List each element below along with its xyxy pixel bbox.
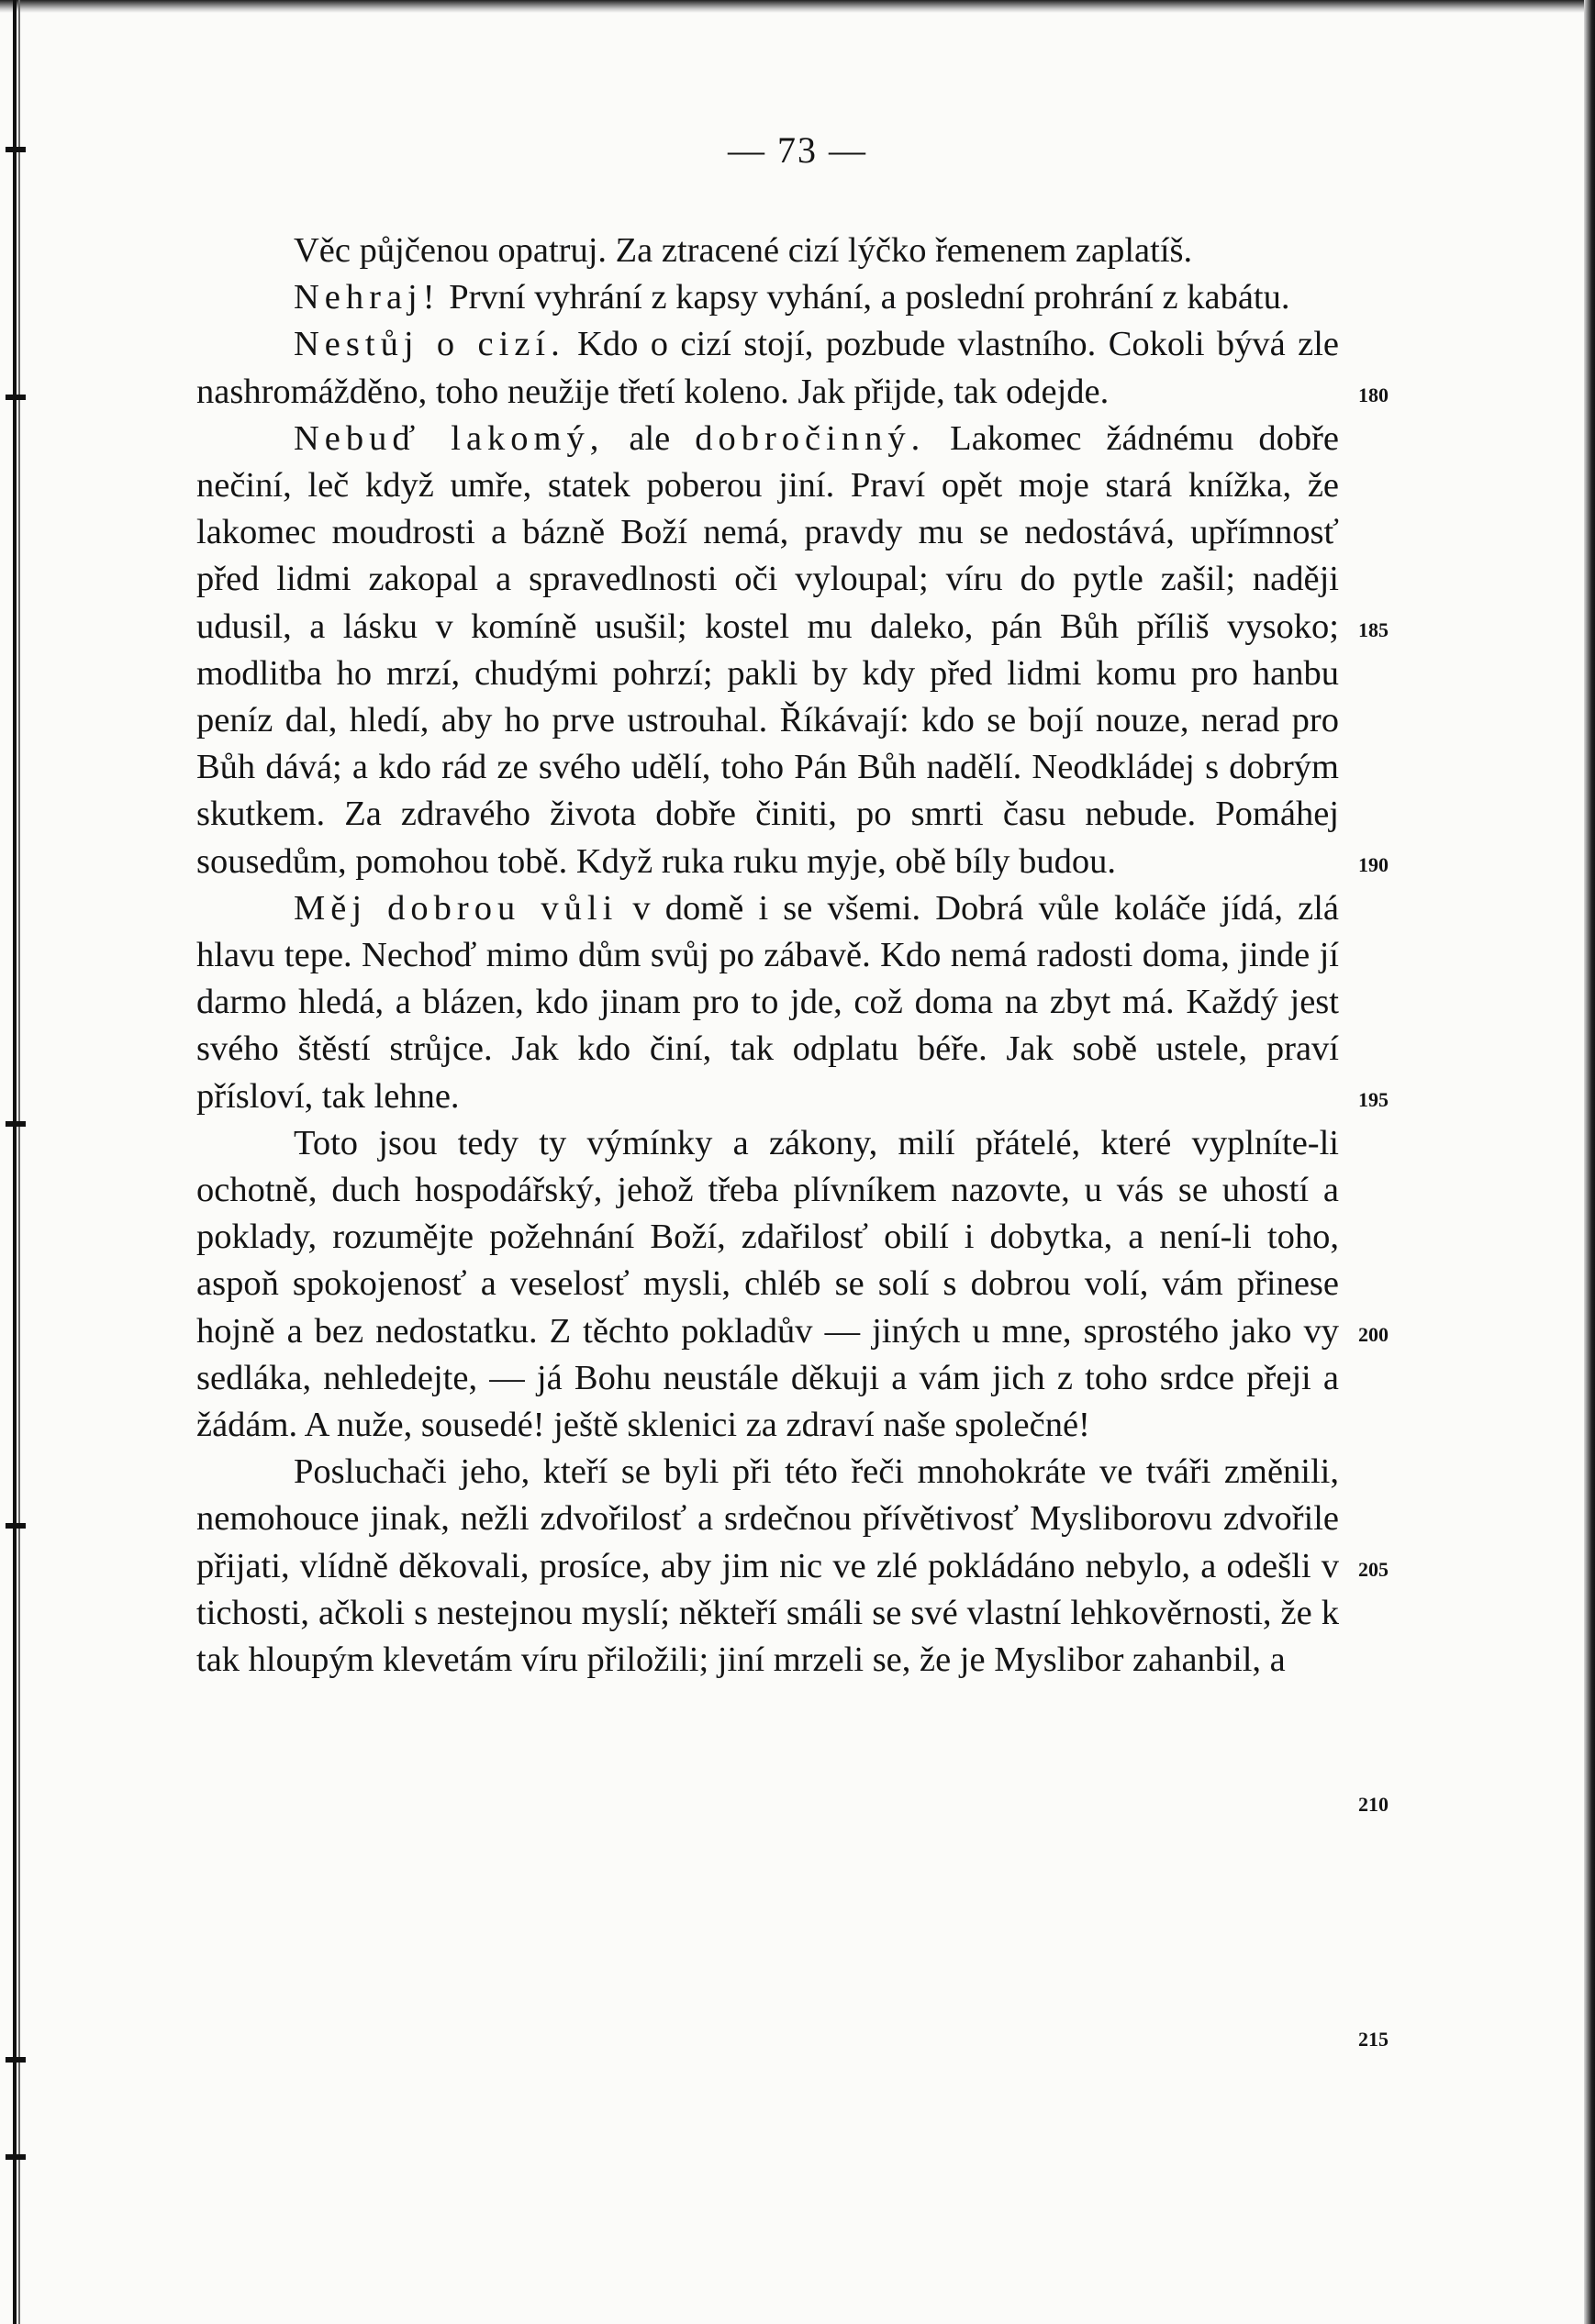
line-number: 200	[1358, 1323, 1389, 1346]
paragraph	[196, 228, 1339, 274]
line-number: 180	[1358, 384, 1389, 406]
scan-edge-left-inner	[18, 0, 20, 2324]
scan-mark	[6, 2154, 26, 2160]
scan-mark	[6, 395, 26, 400]
paragraph	[196, 1449, 1339, 1684]
line-number: 190	[1358, 853, 1389, 876]
scan-mark	[6, 1121, 26, 1127]
paragraph	[196, 321, 1339, 415]
scan-mark	[6, 2057, 26, 2063]
text-segment: První vyhrání z kapsy vyhání, a poslední prohrání z kabátu.	[440, 278, 1290, 317]
text-segment: Toto jsou tedy ty výmínky a zákony, milí přátelé, které vyplníte-li ochotně, duch hospodářský, jehož třeba plívníkem nazovte, u vás se uhostí a poklady, rozumějte požehnání Boží, zdařilosť obilí i dobytka, a není-li toho, aspoň spokojenosť a veselosť mysli, chléb se solí s dobrou volí, vám přinese hojně a bez nedostatku. Z těchto pokladův — jiných u mne, sprostého jako vy sedláka, nehledejte, — já Bohu neustále děkuji a vám jich z toho srdce přeji a žádám. A nuže, sousedé! ještě sklenici za zdraví naše společné!	[196, 1123, 1339, 1445]
line-number: 215	[1358, 2028, 1389, 2051]
scan-mark	[6, 1523, 26, 1529]
text-segment: Věc půjčenou opatruj. Za ztracené cizí lýčko řemenem zaplatíš.	[294, 231, 1193, 270]
emphasized-phrase: Nestůj o cizí.	[294, 325, 565, 364]
emphasized-phrase: Nebuď lakomý,	[294, 418, 605, 458]
scan-edge-left	[13, 0, 17, 2324]
line-number: 195	[1358, 1088, 1389, 1111]
line-number: 210	[1358, 1793, 1389, 1816]
emphasized-phrase: Měj dobrou vůli	[294, 888, 619, 928]
emphasized-phrase: Nehraj!	[294, 278, 441, 317]
page-number: — 73 —	[728, 129, 867, 171]
line-number: 185	[1358, 618, 1389, 641]
text-segment: v domě i se všemi. Dobrá vůle koláče jídá, zlá hlavu tepe. Nechoď mimo dům svůj po zábavě. Kdo nemá radosti doma, jinde jí darmo hledá, a blázen, kdo jinam pro to jde, což doma na zbyt má. Každý jest svého štěstí strůjce. Jak kdo činí, tak odplatu béře. Jak sobě ustele, praví přísloví, tak lehne.	[196, 888, 1339, 1116]
text-segment: Lakomec žádnému dobře nečiní, leč když umře, statek poberou jiní. Praví opět moje stará knížka, že lakomec moudrosti a bázně Boží nemá, pravdy mu se nedostává, upřímnosť před lidmi zakopal a spravedlnosti oči vyloupal; víru do pytle zašil; naději udusil, a lásku v komíně usušil; kostel mu daleko, pán Bůh příliš vysoko; modlitba ho mrzí, chudými pohrzí; pakli by kdy před lidmi komu pro hanbu peníz dal, hledí, aby ho prve ustrouhal. Říkávají: kdo se bojí nouze, nerad pro Bůh dává; a kdo rád ze svého udělí, toho Pán Bůh nadělí. Neodkládej s dobrým skutkem. Za zdravého života dobře činiti, po smrti času nebude. Pomáhej sousedům, pomohou tobě. Když ruka ruku myje, obě bíly budou.	[196, 418, 1339, 881]
text-segment: Kdo o cizí stojí, pozbude vlastního. Cokoli bývá zle nashromážděno, toho neužije třetí koleno. Jak přijde, tak odejde.	[196, 325, 1339, 411]
body-text	[196, 228, 1339, 1684]
text-segment: ale	[604, 418, 696, 458]
scan-edge-top	[0, 0, 1595, 13]
paragraph	[196, 885, 1339, 1120]
paragraph	[196, 274, 1339, 321]
text-segment: Posluchači jeho, kteří se byli při této řeči mnohokráte ve tváři změnili, nemohouce jinak, nežli zdvořilosť a srdečnou přívětivosť Mysliborovu zdvořile přijati, vlídně děkovali, prosíce, aby jim nic ve zlé pokládáno nebylo, a odešli v tichosti, ačkoli s nestejnou myslí; někteří smáli se své vlastní lehkověrnosti, že k tak hloupým klevetám víru přiložili; jiní mrzeli se, že je Myslibor zahanbil, a	[196, 1452, 1339, 1680]
emphasized-phrase: dobročinný.	[695, 418, 926, 458]
scan-edge-right	[1584, 0, 1595, 2324]
paragraph	[196, 416, 1339, 885]
paragraph	[196, 1120, 1339, 1449]
line-number: 205	[1358, 1558, 1389, 1581]
